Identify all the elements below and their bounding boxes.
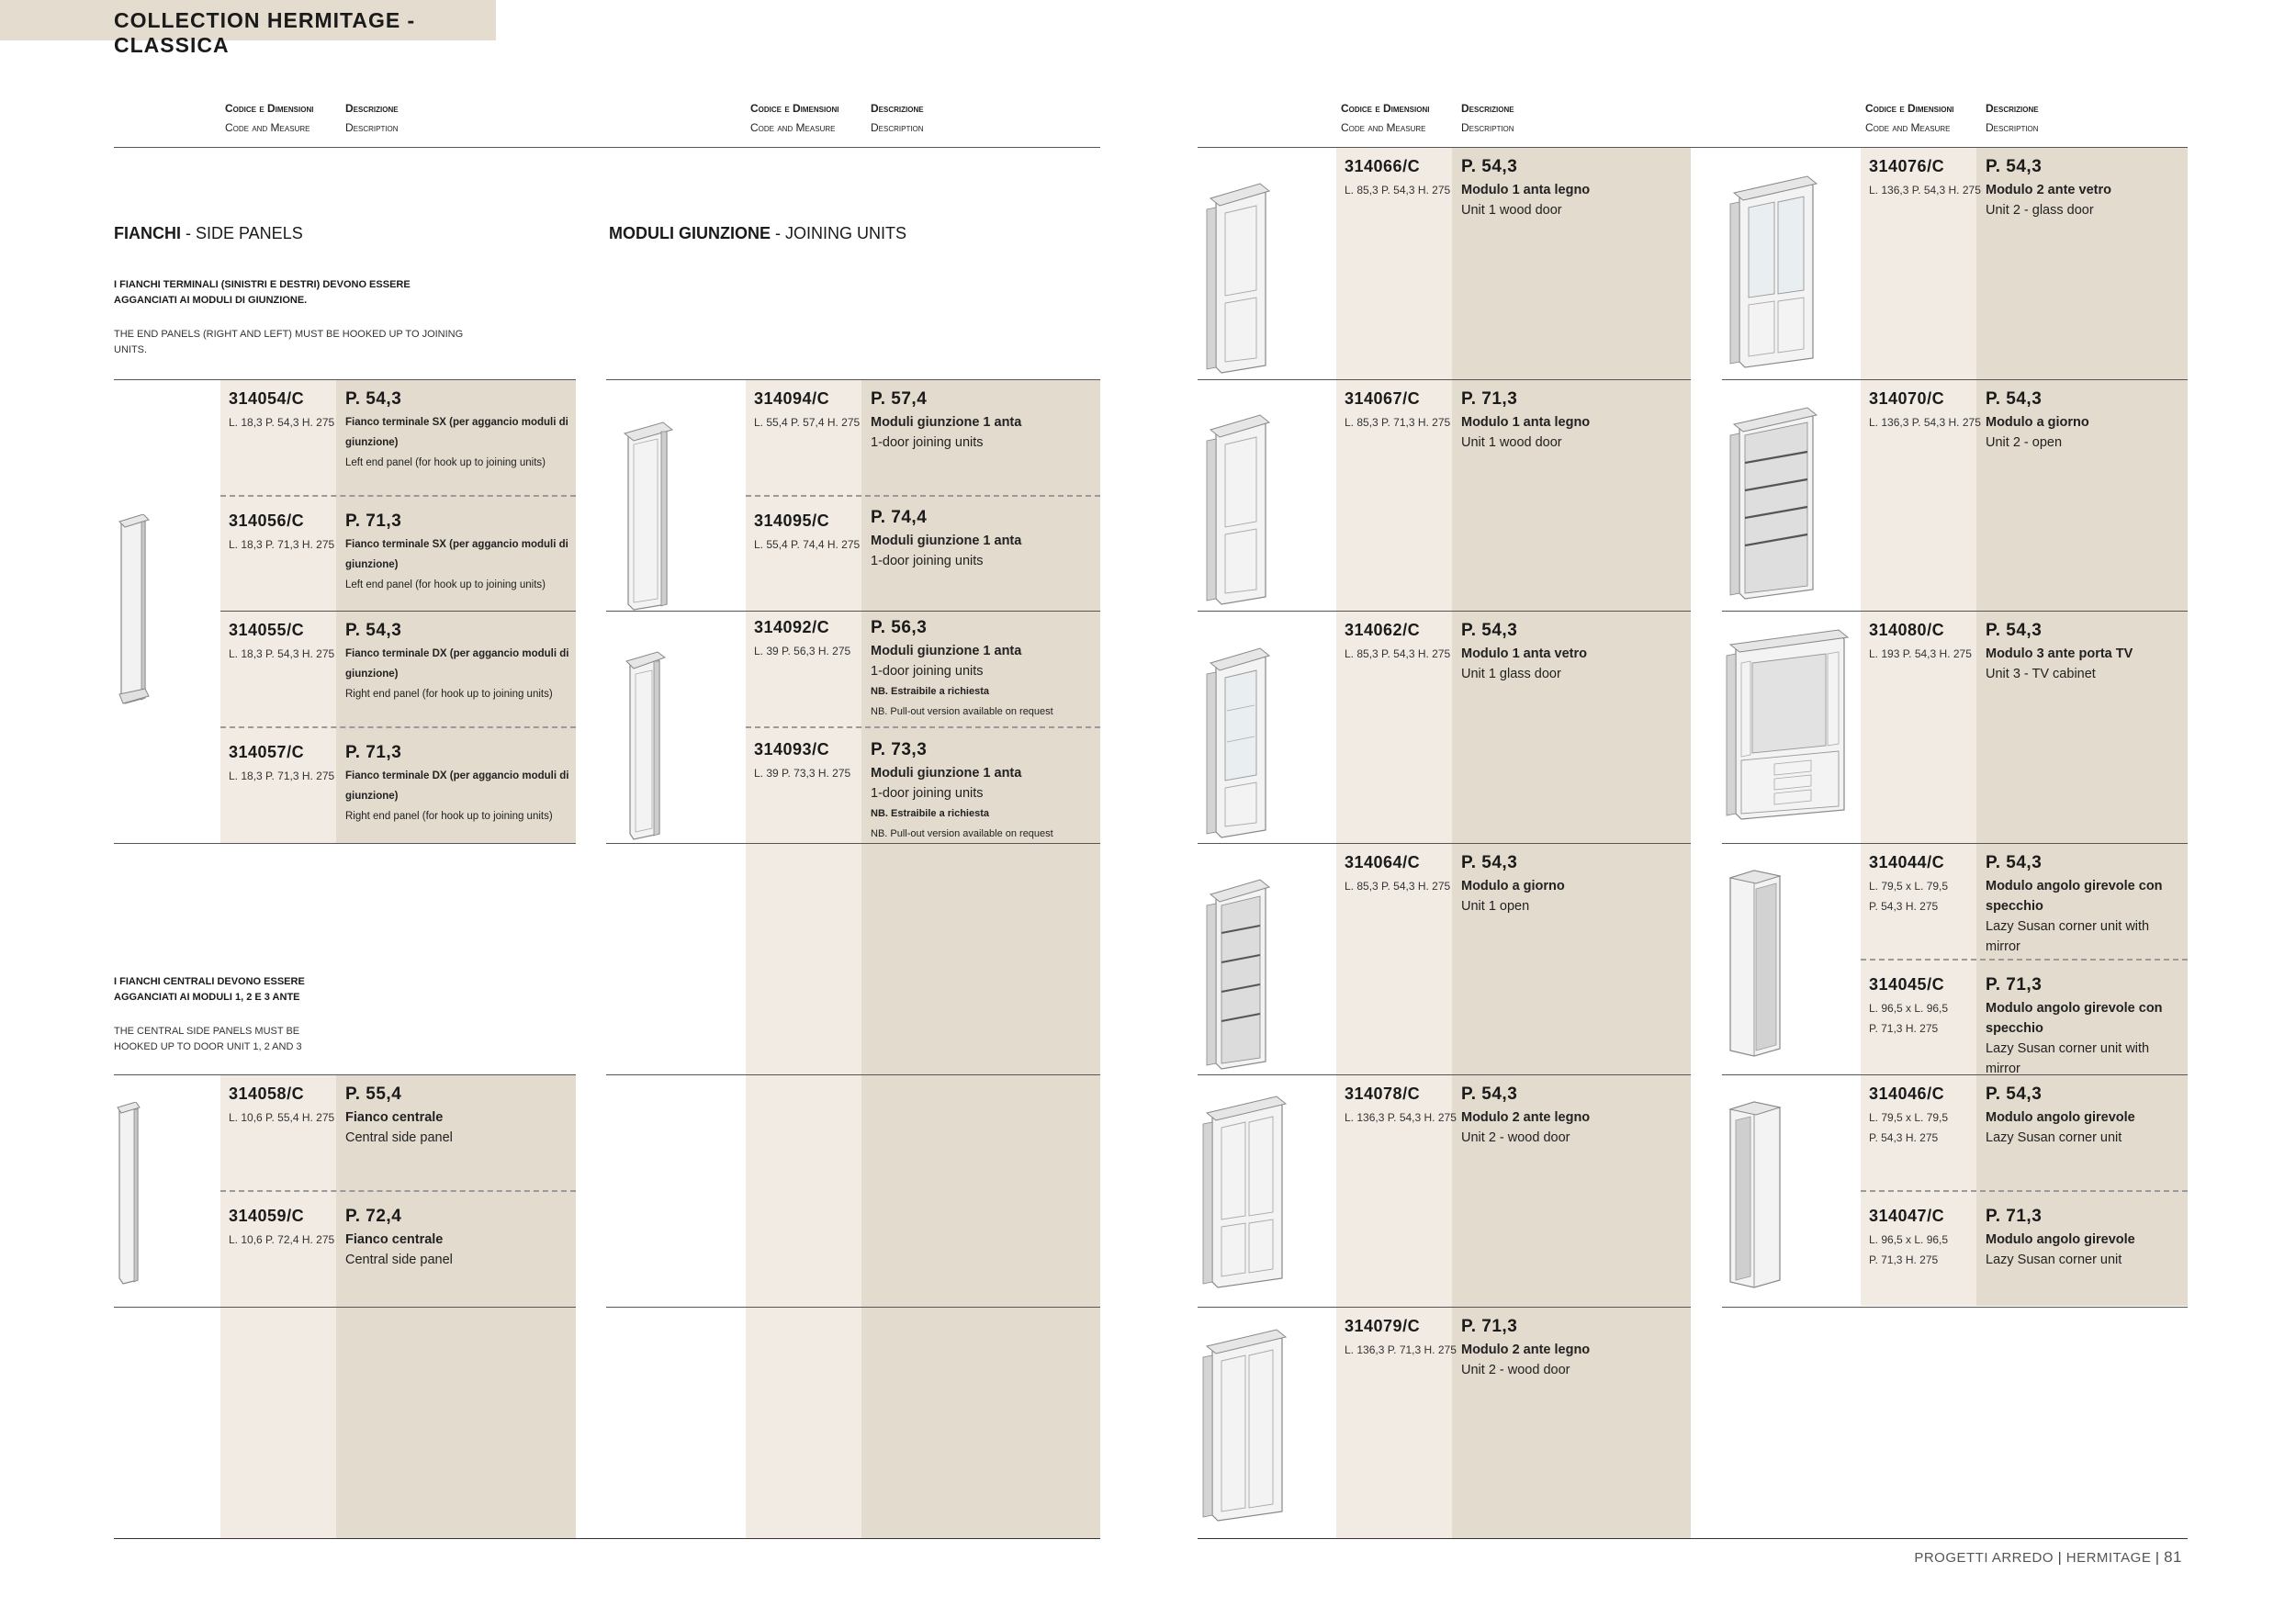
product-dims: L. 18,3 P. 71,3 H. 275 (229, 770, 335, 782)
desc-en: Unit 1 wood door (1461, 435, 1562, 450)
header-desc-it: Descrizione (1461, 102, 1514, 115)
rule (1198, 1307, 1691, 1308)
header-desc-en: Description (871, 121, 924, 134)
title-bar (0, 0, 496, 57)
column-header-desc (1986, 99, 2039, 138)
product-depth: P. 54,3 (1986, 853, 2043, 872)
rule (1722, 843, 2188, 844)
product-desc (1986, 998, 2186, 1079)
header-desc-en: Description (1986, 121, 2039, 134)
product-desc (1461, 1107, 1689, 1148)
desc-nb: NB. Estraibile a richiesta (871, 686, 989, 697)
desc-it: Modulo a giorno (1461, 879, 1565, 893)
product-desc (871, 531, 1098, 571)
rule (1198, 1538, 2188, 1539)
desc-it: Fianco terminale DX (per aggancio moduli di giunzione) (345, 770, 569, 802)
desc-en: Unit 3 - TV cabinet (1986, 667, 2096, 681)
product-depth: P. 54,3 (1986, 1084, 2043, 1104)
product-desc (1986, 1230, 2186, 1270)
header-code-en: Code and Measure (750, 121, 836, 134)
product-depth: P. 54,3 (1461, 1084, 1518, 1104)
desc-it: Fianco centrale (345, 1232, 444, 1247)
desc-nb-en: NB. Pull-out version available on request (871, 828, 1053, 839)
rule (114, 1307, 576, 1308)
desc-en: Right end panel (for hook up to joining units) (345, 689, 553, 700)
rule (114, 379, 576, 380)
product-depth: P. 54,3 (1986, 157, 2043, 176)
product-depth: P. 71,3 (345, 511, 402, 531)
product-depth: P. 57,4 (871, 389, 928, 409)
product-desc (345, 1230, 573, 1270)
header-code-it: Codice e Dimensioni (1341, 102, 1430, 115)
header-desc-it: Descrizione (1986, 102, 2039, 115)
note-fianchi-terminali-it: I FIANCHI TERMINALI (SINISTRI E DESTRI) DEVONO ESSERE AGGANCIATI AI MODULI DI GIUNZIONE. (114, 279, 411, 306)
column-header-desc (871, 99, 924, 138)
product-depth: P. 54,3 (1461, 853, 1518, 872)
section-title-rest: - SIDE PANELS (181, 224, 303, 242)
rule (1198, 843, 1691, 844)
product-dims: L. 79,5 x L. 79,5 P. 54,3 H. 275 (1869, 880, 1949, 913)
product-dims: L. 18,3 P. 71,3 H. 275 (229, 538, 335, 551)
product-dims: L. 18,3 P. 54,3 H. 275 (229, 647, 335, 660)
product-code: 314078/C (1345, 1084, 1421, 1103)
product-dims: L. 193 P. 54,3 H. 275 (1869, 647, 1972, 660)
desc-it: Fianco terminale DX (per aggancio moduli di giunzione) (345, 648, 569, 680)
desc-en: Left end panel (for hook up to joining units) (345, 457, 546, 468)
product-desc (345, 412, 573, 473)
product-code: 314047/C (1869, 1207, 1945, 1225)
rule (114, 147, 1100, 148)
end-panel-illustration (114, 514, 160, 707)
desc-en: Lazy Susan corner unit with mirror (1986, 1041, 2150, 1076)
desc-en: 1-door joining units (871, 664, 984, 679)
unit-1-open-illustration (1203, 878, 1271, 1071)
product-dims: L. 85,3 P. 54,3 H. 275 (1345, 184, 1451, 197)
product-desc (1986, 644, 2186, 684)
rule (1722, 379, 2188, 380)
header-desc-en: Description (345, 121, 399, 134)
dashed-rule (220, 1190, 576, 1192)
unit-2-wood-door-illustration (1199, 1328, 1288, 1523)
unit-2-glass-door-illustration (1727, 174, 1818, 369)
product-dims: L. 10,6 P. 55,4 H. 275 (229, 1111, 335, 1124)
product-dims: L. 136,3 P. 54,3 H. 275 (1869, 416, 1981, 429)
product-desc (871, 412, 1098, 453)
desc-it: Modulo a giorno (1986, 415, 2089, 430)
product-dims: L. 55,4 P. 74,4 H. 275 (754, 538, 861, 551)
product-desc (1461, 1340, 1689, 1380)
desc-en: Unit 2 - open (1986, 435, 2063, 450)
product-dims: L. 39 P. 73,3 H. 275 (754, 767, 851, 780)
unit-1-wood-door-illustration (1203, 182, 1271, 375)
product-dims: L. 39 P. 56,3 H. 275 (754, 645, 851, 657)
product-depth: P. 71,3 (345, 743, 402, 762)
product-code: 314076/C (1869, 157, 1945, 175)
product-desc (345, 644, 573, 704)
desc-it: Modulo angolo girevole con specchio (1986, 1001, 2163, 1036)
section-title-rest: - JOINING UNITS (771, 224, 906, 242)
dashed-rule (220, 726, 576, 728)
header-desc-it: Descrizione (871, 102, 924, 115)
product-desc (871, 641, 1098, 722)
product-depth: P. 55,4 (345, 1084, 402, 1104)
product-depth: P. 71,3 (1986, 1207, 2043, 1226)
product-dims: L. 96,5 x L. 96,5 P. 71,3 H. 275 (1869, 1233, 1949, 1266)
rule (114, 1538, 1100, 1539)
product-desc (1986, 1107, 2186, 1148)
product-depth: P. 54,3 (1461, 621, 1518, 640)
product-code: 314080/C (1869, 621, 1945, 639)
product-depth: P. 54,3 (1461, 157, 1518, 176)
rule (606, 611, 1100, 612)
desc-it: Modulo 1 anta vetro (1461, 646, 1587, 661)
product-desc (1461, 876, 1689, 916)
product-dims: L. 85,3 P. 71,3 H. 275 (1345, 416, 1451, 429)
product-desc (345, 534, 573, 595)
product-depth: P. 71,3 (1986, 975, 2043, 995)
product-code: 314092/C (754, 618, 830, 636)
central-panel-illustration (114, 1102, 147, 1286)
desc-en: Unit 1 open (1461, 899, 1530, 914)
column-header-code (1865, 99, 1953, 138)
column-header-code (225, 99, 313, 138)
column-header-desc (1461, 99, 1514, 138)
desc-en: 1-door joining units (871, 435, 984, 450)
desc-it: Moduli giunzione 1 anta (871, 644, 1022, 658)
joining-unit-narrow-illustration (623, 648, 669, 841)
product-dims: L. 136,3 P. 71,3 H. 275 (1345, 1343, 1457, 1356)
product-desc (1461, 180, 1689, 220)
page-title: COLLECTION HERMITAGE - CLASSICA (114, 8, 416, 57)
rule (1722, 611, 2188, 612)
product-code: 314057/C (229, 743, 305, 761)
desc-en: Lazy Susan corner unit (1986, 1253, 2122, 1267)
desc-en: Unit 2 - wood door (1461, 1363, 1570, 1377)
product-code: 314044/C (1869, 853, 1945, 871)
desc-it: Modulo 2 ante legno (1461, 1110, 1591, 1125)
dashed-rule (1861, 1190, 2188, 1192)
product-dims: L. 55,4 P. 57,4 H. 275 (754, 416, 861, 429)
product-dims: L. 85,3 P. 54,3 H. 275 (1345, 880, 1451, 893)
unit-2-wood-door-illustration (1199, 1095, 1288, 1289)
product-dims: L. 79,5 x L. 79,5 P. 54,3 H. 275 (1869, 1111, 1949, 1144)
product-desc (345, 1107, 573, 1148)
dashed-rule (746, 726, 1100, 728)
section-title-bold: FIANCHI (114, 224, 181, 242)
product-depth: P. 71,3 (1461, 1317, 1518, 1336)
column-header-desc (345, 99, 399, 138)
unit-3-tv-cabinet-illustration (1723, 626, 1851, 821)
product-code: 314067/C (1345, 389, 1421, 408)
desc-it: Modulo angolo girevole con specchio (1986, 879, 2163, 914)
desc-nb: NB. Estraibile a richiesta (871, 808, 989, 819)
desc-it: Modulo 2 ante legno (1461, 1343, 1591, 1357)
column-header-code (1341, 99, 1429, 138)
product-depth: P. 72,4 (345, 1207, 402, 1226)
product-code: 314094/C (754, 389, 830, 408)
desc-it: Fianco centrale (345, 1110, 444, 1125)
corner-unit-mirror-illustration (1723, 867, 1791, 1060)
desc-it: Moduli giunzione 1 anta (871, 766, 1022, 781)
product-code: 314066/C (1345, 157, 1421, 175)
product-code: 314054/C (229, 389, 305, 408)
header-desc-it: Descrizione (345, 102, 399, 115)
desc-en: Unit 1 glass door (1461, 667, 1561, 681)
desc-en: Left end panel (for hook up to joining units) (345, 579, 546, 590)
product-depth: P. 74,4 (871, 508, 928, 527)
product-code: 314064/C (1345, 853, 1421, 871)
dashed-rule (746, 495, 1100, 497)
rule (114, 843, 576, 844)
note-fianchi-centrali-en: THE CENTRAL SIDE PANELS MUST BE HOOKED UP TO DOOR UNIT 1, 2 AND 3 (114, 1026, 302, 1052)
desc-nb-en: NB. Pull-out version available on request (871, 706, 1053, 717)
section-title-moduli (609, 224, 906, 243)
dashed-rule (220, 495, 576, 497)
desc-it: Modulo 1 anta legno (1461, 183, 1591, 197)
desc-en: Lazy Susan corner unit with mirror (1986, 919, 2150, 954)
product-code: 314058/C (229, 1084, 305, 1103)
page-number: 81 (2164, 1548, 2182, 1566)
header-code-en: Code and Measure (1341, 121, 1426, 134)
rule (606, 1307, 1100, 1308)
desc-en: Central side panel (345, 1253, 453, 1267)
desc-en: Unit 1 wood door (1461, 203, 1562, 218)
product-depth: P. 54,3 (345, 389, 402, 409)
rule (1198, 611, 1691, 612)
rule (114, 1074, 576, 1075)
desc-it: Modulo angolo girevole (1986, 1110, 2135, 1125)
product-desc (1986, 412, 2186, 453)
product-dims: L. 85,3 P. 54,3 H. 275 (1345, 647, 1451, 660)
unit-2-open-illustration (1727, 406, 1818, 601)
desc-it: Moduli giunzione 1 anta (871, 415, 1022, 430)
desc-en: Right end panel (for hook up to joining units) (345, 811, 553, 822)
desc-en: Lazy Susan corner unit (1986, 1130, 2122, 1145)
product-desc (1461, 412, 1689, 453)
product-desc (1986, 876, 2186, 957)
product-code: 314070/C (1869, 389, 1945, 408)
product-code: 314095/C (754, 511, 830, 530)
product-code: 314056/C (229, 511, 305, 530)
corner-unit-illustration (1723, 1098, 1791, 1291)
desc-en: Central side panel (345, 1130, 453, 1145)
rule (220, 611, 576, 612)
desc-it: Modulo 1 anta legno (1461, 415, 1591, 430)
rule (606, 1074, 1100, 1075)
page-footer: PROGETTI ARREDO | HERMITAGE | 81 (1914, 1548, 2182, 1566)
product-depth: P. 54,3 (1986, 621, 2043, 640)
desc-it: Modulo angolo girevole (1986, 1232, 2135, 1247)
section-title-fianchi (114, 224, 303, 243)
footer-collection: HERMITAGE (2065, 1550, 2152, 1566)
desc-it: Fianco terminale SX (per aggancio moduli di giunzione) (345, 417, 568, 448)
column-header-code (750, 99, 838, 138)
product-depth: P. 56,3 (871, 618, 928, 637)
header-code-it: Codice e Dimensioni (1865, 102, 1954, 115)
product-code: 314062/C (1345, 621, 1421, 639)
product-dims: L. 136,3 P. 54,3 H. 275 (1869, 184, 1981, 197)
desc-it: Moduli giunzione 1 anta (871, 534, 1022, 548)
product-depth: P. 54,3 (345, 621, 402, 640)
rule (1198, 379, 1691, 380)
product-code: 314079/C (1345, 1317, 1421, 1335)
header-code-en: Code and Measure (225, 121, 310, 134)
product-dims: L. 96,5 x L. 96,5 P. 71,3 H. 275 (1869, 1002, 1949, 1035)
desc-en: Unit 2 - wood door (1461, 1130, 1570, 1145)
product-desc (871, 763, 1098, 844)
product-dims: L. 10,6 P. 72,4 H. 275 (229, 1233, 335, 1246)
product-code: 314045/C (1869, 975, 1945, 994)
product-desc (1461, 644, 1689, 684)
unit-1-wood-door-illustration (1203, 413, 1271, 606)
rule (1198, 1074, 1691, 1075)
desc-en: 1-door joining units (871, 786, 984, 801)
section-title-bold: MODULI GIUNZIONE (609, 224, 771, 242)
product-dims: L. 18,3 P. 54,3 H. 275 (229, 416, 335, 429)
rule (606, 379, 1100, 380)
product-code: 314046/C (1869, 1084, 1945, 1103)
unit-1-glass-door-illustration (1203, 646, 1271, 839)
header-desc-en: Description (1461, 121, 1514, 134)
desc-it: Modulo 2 ante vetro (1986, 183, 2111, 197)
note-fianchi-centrali-it: I FIANCHI CENTRALI DEVONO ESSERE AGGANCIATI AI MODULI 1, 2 E 3 ANTE (114, 976, 305, 1003)
header-code-it: Codice e Dimensioni (750, 102, 839, 115)
joining-unit-illustration (621, 419, 678, 612)
product-code: 314059/C (229, 1207, 305, 1225)
product-code: 314093/C (754, 740, 830, 759)
desc-en: 1-door joining units (871, 554, 984, 568)
product-depth: P. 73,3 (871, 740, 928, 759)
desc-en: Unit 2 - glass door (1986, 203, 2094, 218)
product-depth: P. 71,3 (1461, 389, 1518, 409)
rule (1198, 147, 2188, 148)
dashed-rule (1861, 959, 2188, 961)
product-desc (1986, 180, 2186, 220)
product-desc (345, 766, 573, 826)
product-code: 314055/C (229, 621, 305, 639)
note-fianchi-terminali-en: THE END PANELS (RIGHT AND LEFT) MUST BE HOOKED UP TO JOINING UNITS. (114, 329, 464, 355)
desc-it: Modulo 3 ante porta TV (1986, 646, 2133, 661)
product-dims: L. 136,3 P. 54,3 H. 275 (1345, 1111, 1457, 1124)
rule (1722, 1307, 2188, 1308)
footer-brand: PROGETTI ARREDO (1914, 1550, 2054, 1566)
header-code-en: Code and Measure (1865, 121, 1951, 134)
product-depth: P. 54,3 (1986, 389, 2043, 409)
desc-it: Fianco terminale SX (per aggancio moduli di giunzione) (345, 539, 568, 570)
header-code-it: Codice e Dimensioni (225, 102, 314, 115)
